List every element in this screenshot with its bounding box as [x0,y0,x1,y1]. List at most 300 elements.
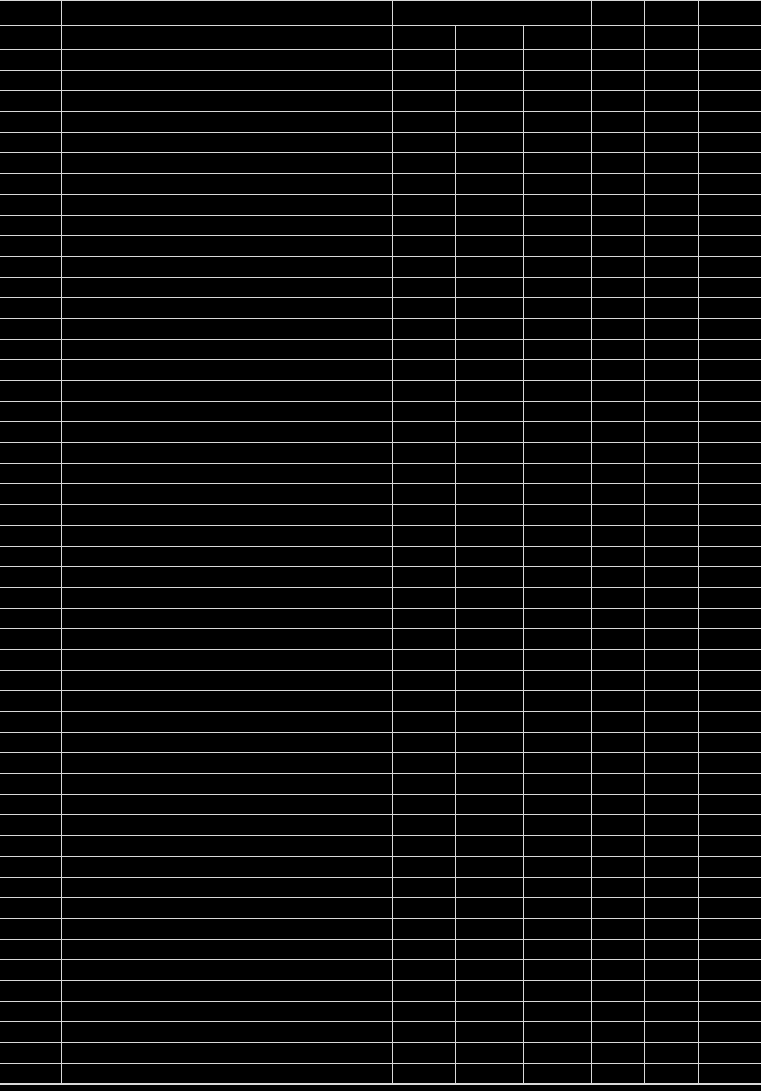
table-cell [644,401,698,422]
table-cell [455,215,523,236]
table-cell [0,401,61,422]
table-cell [591,132,644,153]
table-cell [523,815,591,836]
table-cell [0,318,61,339]
table-cell [698,112,761,133]
table-cell [61,960,392,981]
table-row [0,712,761,733]
table-cell [0,26,61,50]
table-cell [0,877,61,898]
table-cell [455,91,523,112]
table-cell [455,815,523,836]
table-cell [591,1,644,26]
table-cell [0,360,61,381]
table-cell [523,112,591,133]
table-cell [523,649,591,670]
table-cell [698,691,761,712]
table-cell [0,298,61,319]
table-cell [644,50,698,71]
table-cell [523,91,591,112]
table-cell [392,1063,455,1084]
table-cell [392,50,455,71]
table-cell [0,546,61,567]
table-cell [61,1063,392,1084]
table-cell [0,463,61,484]
table-cell [61,91,392,112]
table-cell [61,256,392,277]
table-cell [455,26,523,50]
table-cell [591,277,644,298]
table-cell [644,856,698,877]
table-cell [591,112,644,133]
table-cell [392,339,455,360]
table-cell [455,649,523,670]
table-cell [698,401,761,422]
table-header-row [0,1,761,26]
table-cell [0,236,61,257]
table-cell [698,794,761,815]
table-row [0,898,761,919]
table-cell [392,815,455,836]
table-cell [644,505,698,526]
table-row [0,50,761,71]
table-cell [61,112,392,133]
table-row [0,360,761,381]
table-cell [392,256,455,277]
table-cell [523,381,591,402]
table-cell [644,774,698,795]
table-cell [61,194,392,215]
table-cell [455,381,523,402]
table-cell [0,1043,61,1064]
table-cell [0,422,61,443]
table-cell [698,422,761,443]
table-cell [61,215,392,236]
table-cell [698,91,761,112]
table-cell [698,608,761,629]
table-cell [61,422,392,443]
table-cell [591,525,644,546]
table-cell [61,753,392,774]
table-subheader-row [0,26,761,50]
table-cell [0,91,61,112]
table-row [0,443,761,464]
table-cell [392,856,455,877]
table-cell [523,1001,591,1022]
table-cell [698,836,761,857]
table-cell [698,1,761,26]
table-cell [455,174,523,195]
table-cell [644,1022,698,1043]
table-cell [523,401,591,422]
table-row [0,236,761,257]
table-cell [455,546,523,567]
table-cell [0,50,61,71]
table-cell [698,505,761,526]
table-cell [644,732,698,753]
table-cell [392,236,455,257]
table-cell [392,484,455,505]
table-cell [0,629,61,650]
table-cell [61,877,392,898]
table-cell [698,443,761,464]
table-cell [392,443,455,464]
table-row [0,215,761,236]
table-cell [0,339,61,360]
table-cell [698,649,761,670]
table-cell [698,877,761,898]
table-cell [698,525,761,546]
table-cell [455,132,523,153]
table-cell [61,794,392,815]
table-cell [644,712,698,733]
table-cell [455,836,523,857]
table-cell [61,980,392,1001]
table-cell [455,463,523,484]
table-cell [523,794,591,815]
table-cell [591,546,644,567]
table-cell [392,691,455,712]
table-cell [523,546,591,567]
table-cell [392,505,455,526]
table-cell [455,194,523,215]
table-cell [61,525,392,546]
table-cell [644,277,698,298]
table-cell [644,360,698,381]
table-cell [591,649,644,670]
table-cell [523,629,591,650]
table-cell [392,194,455,215]
table-cell [0,939,61,960]
table-cell [591,422,644,443]
table-cell [644,236,698,257]
table-row [0,980,761,1001]
table-cell [644,174,698,195]
table-cell [698,194,761,215]
table-cell [61,587,392,608]
table-cell [698,980,761,1001]
table-cell [0,815,61,836]
table-cell [644,753,698,774]
table-cell [455,712,523,733]
table-row [0,939,761,960]
table-cell [644,1,698,26]
table-cell [591,443,644,464]
table-cell [61,443,392,464]
table-cell [698,712,761,733]
table-cell [455,256,523,277]
table-row [0,815,761,836]
table-cell [591,732,644,753]
table-row [0,567,761,588]
table-cell [698,174,761,195]
table-cell [455,960,523,981]
table-cell [61,774,392,795]
table-cell [61,236,392,257]
table-cell [392,70,455,91]
table-cell [523,877,591,898]
table-cell [455,443,523,464]
table-row [0,298,761,319]
table-cell [0,691,61,712]
table-cell [523,1022,591,1043]
table-row [0,256,761,277]
table-cell [698,236,761,257]
table-cell [591,236,644,257]
table-cell [392,174,455,195]
table-cell [523,318,591,339]
table-cell [644,422,698,443]
table-cell [61,918,392,939]
table-cell [523,194,591,215]
table-cell [455,318,523,339]
table-cell [644,525,698,546]
table-cell [591,856,644,877]
table-cell [61,836,392,857]
table-cell [523,960,591,981]
table-cell [644,691,698,712]
table-cell [392,26,455,50]
table-cell [698,256,761,277]
table-cell [61,691,392,712]
table-cell [0,794,61,815]
table-cell [455,918,523,939]
table-cell [644,339,698,360]
table-cell [698,753,761,774]
table-cell [61,1001,392,1022]
table-row [0,463,761,484]
table-cell [644,587,698,608]
table-cell [523,215,591,236]
table-cell [591,484,644,505]
table-cell [61,360,392,381]
table-cell [644,567,698,588]
table-cell [644,132,698,153]
table-cell [644,629,698,650]
table-cell [392,1022,455,1043]
table-cell [523,670,591,691]
table-cell [455,732,523,753]
table-cell [455,236,523,257]
table-cell [591,691,644,712]
table-row [0,608,761,629]
table-cell [698,960,761,981]
table-cell [455,587,523,608]
table-cell [455,422,523,443]
table-cell [591,629,644,650]
table-cell [61,629,392,650]
table-cell [591,381,644,402]
table-cell [698,277,761,298]
table-cell [0,649,61,670]
table-cell [392,381,455,402]
table-cell [698,1063,761,1084]
table-cell [0,670,61,691]
merged-header-cell [392,1,591,26]
table-cell [523,939,591,960]
table-cell [591,794,644,815]
table-cell [523,70,591,91]
table-cell [644,1063,698,1084]
table-row [0,670,761,691]
table-cell [61,815,392,836]
table-cell [0,215,61,236]
table-cell [455,691,523,712]
table-cell [591,401,644,422]
table-cell [523,567,591,588]
table-cell [0,277,61,298]
table-cell [698,732,761,753]
table-cell [591,463,644,484]
table-cell [455,50,523,71]
table-cell [392,939,455,960]
table-cell [392,401,455,422]
table-cell [644,1001,698,1022]
table-row [0,174,761,195]
table-cell [455,670,523,691]
table-row [0,1043,761,1064]
table-cell [0,1063,61,1084]
table-cell [61,1,392,26]
table-cell [523,236,591,257]
table-cell [455,1063,523,1084]
table-cell [61,670,392,691]
table-row [0,629,761,650]
table-cell [0,898,61,919]
table-cell [644,836,698,857]
table-cell [644,980,698,1001]
table-row [0,732,761,753]
table-cell [392,132,455,153]
table-cell [523,153,591,174]
table-cell [0,753,61,774]
table-cell [61,463,392,484]
table-cell [698,360,761,381]
table-cell [591,608,644,629]
table-cell [523,856,591,877]
table-cell [698,298,761,319]
table-cell [392,277,455,298]
table-cell [61,712,392,733]
table-cell [455,525,523,546]
table-cell [61,70,392,91]
table-cell [0,381,61,402]
table-cell [644,153,698,174]
table-cell [644,463,698,484]
table-cell [61,939,392,960]
table-cell [698,546,761,567]
table-cell [0,1001,61,1022]
table-cell [523,918,591,939]
table-cell [591,980,644,1001]
table-cell [455,339,523,360]
table-cell [0,774,61,795]
table-cell [591,194,644,215]
table-cell [644,918,698,939]
table-cell [698,26,761,50]
table-cell [455,1022,523,1043]
table-cell [61,277,392,298]
table-cell [61,401,392,422]
table-cell [61,856,392,877]
table-cell [591,91,644,112]
table-cell [523,732,591,753]
table-cell [61,174,392,195]
table-cell [0,132,61,153]
table-cell [392,463,455,484]
table-cell [392,567,455,588]
table-cell [0,712,61,733]
table-cell [591,898,644,919]
table-cell [591,215,644,236]
table-cell [455,153,523,174]
table-row [0,918,761,939]
table-cell [0,836,61,857]
table-cell [698,587,761,608]
table-cell [698,381,761,402]
table-cell [698,567,761,588]
table-cell [698,318,761,339]
table-cell [61,608,392,629]
table-row [0,587,761,608]
table-cell [0,980,61,1001]
table-row [0,194,761,215]
table-cell [591,50,644,71]
table-cell [0,112,61,133]
table-cell [61,50,392,71]
table-cell [591,174,644,195]
table-cell [455,277,523,298]
table-cell [455,70,523,91]
table-cell [698,132,761,153]
table-cell [591,298,644,319]
table-row [0,836,761,857]
table-cell [644,546,698,567]
table-cell [523,1043,591,1064]
table-cell [523,587,591,608]
table-cell [698,774,761,795]
table-cell [455,774,523,795]
table-cell [591,318,644,339]
table-cell [61,381,392,402]
table-cell [698,153,761,174]
table-row [0,1001,761,1022]
table-row [0,1063,761,1084]
table-cell [523,256,591,277]
table-cell [698,1022,761,1043]
table-cell [523,898,591,919]
table-row [0,1022,761,1043]
table-cell [644,960,698,981]
table-cell [392,215,455,236]
table-cell [61,298,392,319]
table-cell [0,567,61,588]
table-cell [698,856,761,877]
table-cell [392,318,455,339]
table-cell [523,691,591,712]
table-cell [644,443,698,464]
table-cell [392,1043,455,1064]
table-cell [591,774,644,795]
table-cell [61,898,392,919]
table-cell [0,525,61,546]
table-cell [392,153,455,174]
table-cell [523,174,591,195]
table-cell [644,670,698,691]
table-cell [523,132,591,153]
table-row [0,505,761,526]
table-row [0,649,761,670]
